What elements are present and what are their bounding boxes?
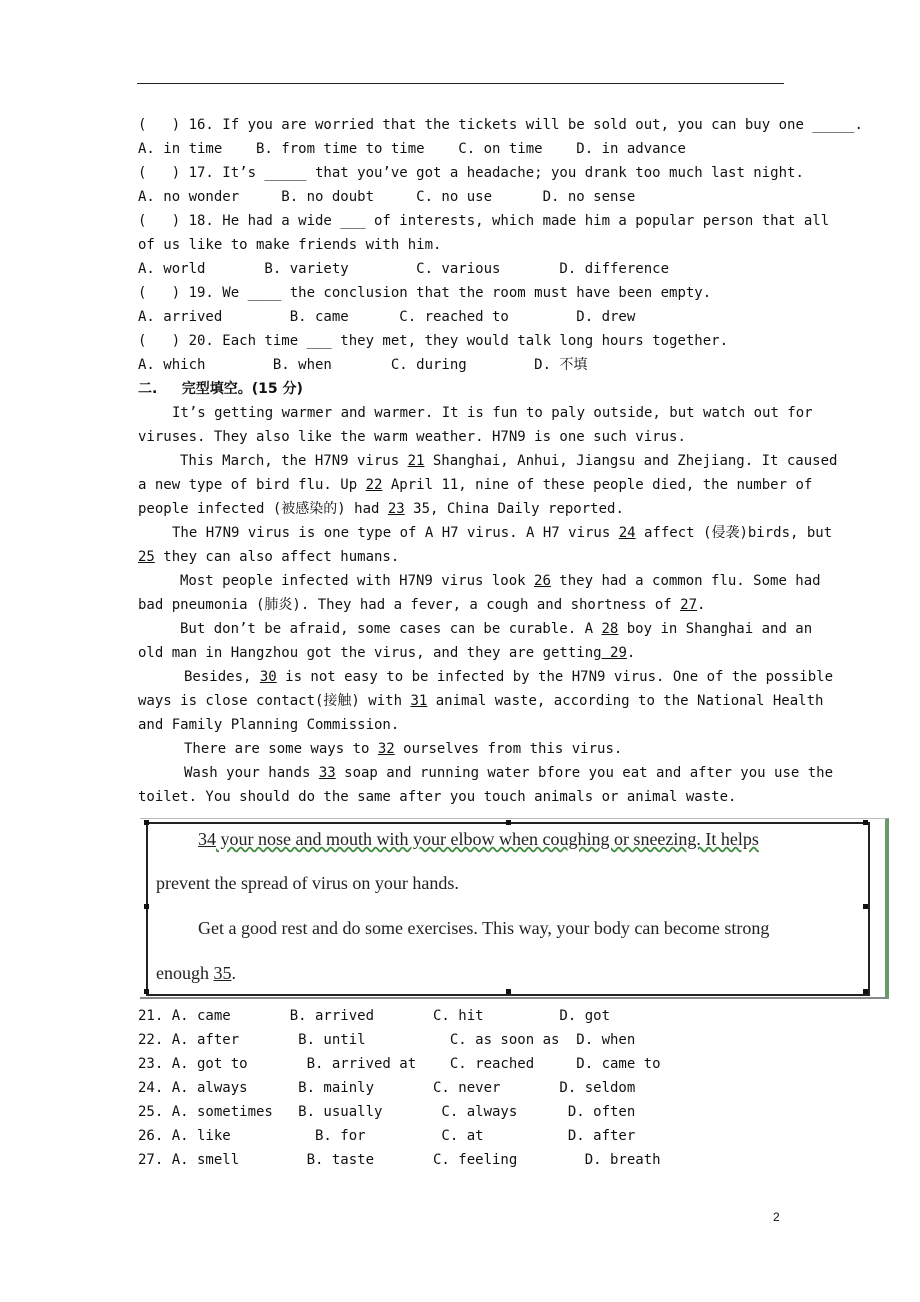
question-20: ( ) 20. Each time ___ they met, they would talk long hours together. [138,333,729,349]
answer-row-25: 25. A. sometimes B. usually C. always D. often [138,1104,636,1120]
blank-33: 33 [318,765,336,781]
resize-handle[interactable] [144,904,149,909]
passage-line: There are some ways to 32 ourselves from this virus. [184,741,623,757]
question-19-options: A. arrived B. came C. reached to D. drew [138,309,636,325]
passage-line: The H7N9 virus is one type of A H7 virus. A H7 virus 24 affect (侵袭)birds, but [172,525,833,541]
blank-35: 35 [213,963,232,983]
passage-line: toilet. You should do the same after you touch animals or animal waste. [138,789,737,805]
resize-handle[interactable] [144,989,149,994]
answer-row-27: 27. A. smell B. taste C. feeling D. breath [138,1152,661,1168]
passage-line: Wash your hands 33 soap and running water bfore you eat and after you use the [184,765,834,781]
header-rule [137,83,784,84]
blank-30: 30 [259,669,277,685]
blank-29: 29 [601,645,627,661]
blank-26: 26 [534,573,551,589]
passage-line: and Family Planning Commission. [138,717,400,733]
section-heading: 二. 完型填空。(15 分) [138,381,303,397]
passage-line: 25 they can also affect humans. [138,549,400,565]
blank-34: 34 [198,829,216,849]
passage-line: But don’t be afraid, some cases can be curable. A 28 boy in Shanghai and an [180,621,813,637]
blank-28: 28 [601,621,619,637]
answer-row-22: 22. A. after B. until C. as soon as D. when [138,1032,636,1048]
blank-25: 25 [138,549,155,565]
blank-32: 32 [377,741,395,757]
resize-handle[interactable] [863,820,868,825]
blank-22: 22 [365,477,383,493]
question-18: ( ) 18. He had a wide ___ of interests, which made him a popular person that all [138,213,830,229]
box-line-4: enough 35. [156,963,236,983]
box-line-3: Get a good rest and do some exercises. This way, your body can become strong [198,918,770,938]
passage-line: This March, the H7N9 virus 21 Shanghai, Anhui, Jiangsu and Zhejiang. It caused [180,453,838,469]
blank-21: 21 [407,453,425,469]
resize-handle[interactable] [506,989,511,994]
passage-line: old man in Hangzhou got the virus, and they are getting 29. [138,645,636,661]
answer-row-23: 23. A. got to B. arrived at C. reached D. came to [138,1056,661,1072]
passage-line: ways is close contact(接触) with 31 animal waste, according to the National Health [138,693,824,709]
question-19: ( ) 19. We ____ the conclusion that the room must have been empty. [138,285,712,301]
question-18-options: A. world B. variety C. various D. difference [138,261,670,277]
passage-line: a new type of bird flu. Up 22 April 11, nine of these people died, the number of [138,477,813,493]
box-line-2: prevent the spread of virus on your hands. [156,873,459,893]
blank-23: 23 [387,501,405,517]
answer-row-24: 24. A. always B. mainly C. never D. seldom [138,1080,636,1096]
passage-line: It’s getting warmer and warmer. It is fun to paly outside, but watch out for [172,405,813,421]
box-line-1: 34 your nose and mouth with your elbow when coughing or sneezing. It helps [198,829,759,849]
question-17: ( ) 17. It’s _____ that you’ve got a headache; you drank too much last night. [138,165,804,181]
resize-handle[interactable] [506,820,511,825]
question-18-cont: of us like to make friends with him. [138,237,442,253]
passage-line: viruses. They also like the warm weather. H7N9 is one such virus. [138,429,686,445]
question-20-options: A. which B. when C. during D. 不填 [138,357,588,373]
resize-handle[interactable] [144,820,149,825]
passage-line: people infected (被感染的) had 23 35, China Daily reported. [138,501,624,517]
embedded-text-box[interactable] [146,822,870,996]
passage-line: Besides, 30 is not easy to be infected by the H7N9 virus. One of the possible [184,669,834,685]
question-16: ( ) 16. If you are worried that the tickets will be sold out, you can buy one _____. [138,117,863,133]
page-number: 2 [773,1210,780,1224]
question-16-options: A. in time B. from time to time C. on time D. in advance [138,141,686,157]
blank-24: 24 [618,525,636,541]
passage-line: Most people infected with H7N9 virus look 26 they had a common flu. Some had [180,573,821,589]
question-17-options: A. no wonder B. no doubt C. no use D. no sense [138,189,636,205]
blank-31: 31 [410,693,428,709]
answer-row-26: 26. A. like B. for C. at D. after [138,1128,636,1144]
resize-handle[interactable] [863,989,868,994]
resize-handle[interactable] [863,904,868,909]
answer-row-21: 21. A. came B. arrived C. hit D. got [138,1008,611,1024]
blank-27: 27 [680,597,698,613]
passage-line: bad pneumonia (肺炎). They had a fever, a cough and shortness of 27. [138,597,706,613]
